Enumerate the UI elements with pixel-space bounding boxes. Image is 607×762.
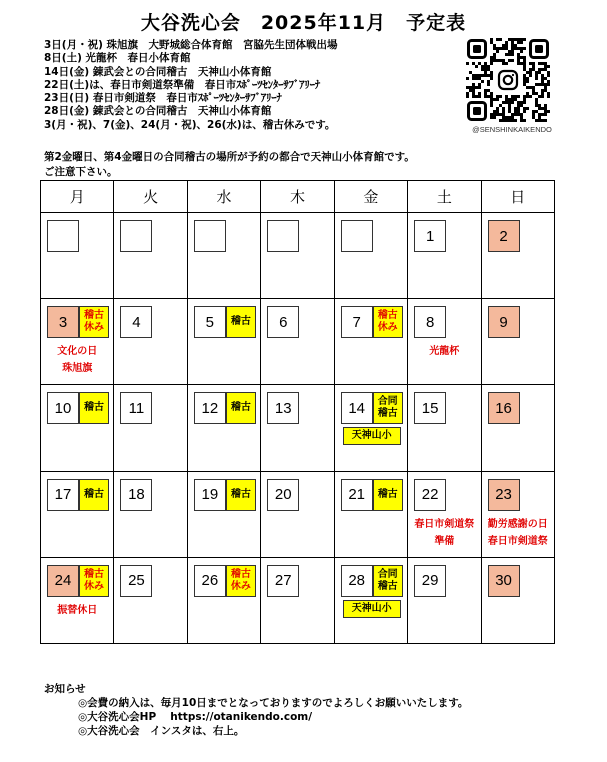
calendar-day-cell: [481, 299, 554, 385]
practice-badge: 稽古休み: [79, 306, 109, 338]
calendar-day-cell: [408, 385, 481, 471]
calendar-day-cell: [41, 299, 114, 385]
calendar-day-cell: [481, 213, 554, 299]
practice-badge: 合同稽古: [373, 392, 403, 424]
practice-badge: 稽古: [79, 479, 109, 511]
practice-badge: 稽古: [226, 479, 256, 511]
practice-badge: 稽古: [226, 306, 256, 338]
schedule-list: [44, 39, 474, 132]
calendar-day-cell: [408, 213, 481, 299]
schedule-item: 28日(金) 錬武会との合同稽古 天神山小体育館: [44, 105, 272, 118]
calendar-week-row: [41, 557, 555, 643]
calendar-grid: [40, 180, 555, 644]
calendar-day-cell: [114, 299, 187, 385]
day-number: [341, 220, 373, 252]
event-note: 勤労感謝の日 春日市剣道祭: [487, 518, 548, 547]
day-number: [47, 220, 79, 252]
calendar-day-cell: [481, 385, 554, 471]
calendar-day-cell: [114, 557, 187, 643]
calendar-day-cell: [481, 471, 554, 557]
day-number: [267, 220, 299, 252]
calendar-day-cell: [408, 299, 481, 385]
calendar-day-cell: [334, 299, 407, 385]
footer-line[interactable]: ◎大谷洗心会HP https://otanikendo.com/: [78, 711, 313, 723]
calendar-day-cell: [114, 213, 187, 299]
instagram-qr-code[interactable]: [466, 38, 550, 122]
calendar-week-row: [41, 213, 555, 299]
practice-badge: 稽古: [226, 392, 256, 424]
day-number: 26: [194, 565, 226, 597]
calendar-day-cell: [408, 557, 481, 643]
calendar-day-cell: [261, 385, 334, 471]
day-number: 1: [414, 220, 446, 252]
weekday-header: 日: [481, 181, 554, 213]
day-number: 25: [120, 565, 152, 597]
weekday-header: 土: [408, 181, 481, 213]
schedule-item: 14日(金) 錬武会との合同稽古 天神山小体育館: [44, 65, 272, 78]
day-number: 18: [120, 479, 152, 511]
calendar-day-cell: [41, 557, 114, 643]
day-number: 16: [488, 392, 520, 424]
day-number: 19: [194, 479, 226, 511]
day-number: 27: [267, 565, 299, 597]
footer-line: ◎会費の納入は、毎月10日までとなっておりますのでよろしくお願いいたします。: [78, 697, 469, 709]
day-number: 12: [194, 392, 226, 424]
day-number: 15: [414, 392, 446, 424]
day-number: 3: [47, 306, 79, 338]
calendar-day-cell: [334, 213, 407, 299]
day-number: 10: [47, 392, 79, 424]
day-number: 9: [488, 306, 520, 338]
calendar-day-cell: [41, 213, 114, 299]
practice-badge: 稽古: [373, 479, 403, 511]
calendar-week-row: [41, 385, 555, 471]
weekday-header: 金: [334, 181, 407, 213]
practice-badge: 合同稽古: [373, 565, 403, 597]
schedule-item: 22日(土)は、春日市剣道祭準備 春日市ｽﾎﾟｰﾂｾﾝﾀｰｻﾌﾞｱﾘｰﾅ: [44, 78, 321, 91]
calendar-day-cell: [187, 557, 260, 643]
calendar-week-row: [41, 299, 555, 385]
practice-badge: 稽古休み: [226, 565, 256, 597]
footer-title: お知らせ: [44, 683, 86, 695]
day-number: 5: [194, 306, 226, 338]
calendar-day-cell: [261, 557, 334, 643]
footer-line: ◎大谷洗心会 インスタは、右上。: [78, 725, 245, 737]
notice-line: 第2金曜日、第4金曜日の合同稽古の場所が予約の都合で天神山小体育館です。: [44, 151, 415, 163]
schedule-item: 3日(月・祝) 珠旭旗 大野城総合体育館 宮脇先生団体戦出場: [44, 39, 338, 51]
calendar-day-cell: [261, 471, 334, 557]
day-number: 11: [120, 392, 152, 424]
day-number: 7: [341, 306, 373, 338]
calendar-day-cell: [41, 385, 114, 471]
calendar-day-cell: [187, 213, 260, 299]
footer-notices: [44, 682, 468, 738]
day-number: [194, 220, 226, 252]
page-title: 大谷洗心会 2025年11月 予定表: [140, 12, 467, 34]
calendar-day-cell: [334, 385, 407, 471]
day-number: 4: [120, 306, 152, 338]
day-number: [120, 220, 152, 252]
calendar-day-cell: [481, 557, 554, 643]
day-number: 14: [341, 392, 373, 424]
schedule-item: 3(月・祝)、7(金)、24(月・祝)、26(水)は、稽古休みです。: [44, 118, 336, 131]
calendar-day-cell: [261, 213, 334, 299]
calendar-day-cell: [187, 299, 260, 385]
day-number: 23: [488, 479, 520, 511]
event-note: 光龍杯: [429, 346, 460, 358]
venue-badge: 天神山小: [343, 427, 401, 445]
calendar-day-cell: [408, 471, 481, 557]
calendar-day-cell: [114, 385, 187, 471]
instagram-handle: @SENSHINKAIKENDO: [472, 125, 552, 134]
calendar-day-cell: [41, 471, 114, 557]
event-note: 文化の日 珠旭旗: [57, 346, 98, 375]
calendar-day-cell: [187, 385, 260, 471]
day-number: 2: [488, 220, 520, 252]
practice-badge: 稽古休み: [79, 565, 109, 597]
day-number: 30: [488, 565, 520, 597]
day-number: 8: [414, 306, 446, 338]
calendar-day-cell: [187, 471, 260, 557]
weekday-header: 月: [41, 181, 114, 213]
schedule-item: 23日(日) 春日市剣道祭 春日市ｽﾎﾟｰﾂｾﾝﾀｰｻﾌﾞｱﾘｰﾅ: [44, 92, 282, 105]
weekday-header: 水: [187, 181, 260, 213]
calendar-day-cell: [261, 299, 334, 385]
schedule-item: 8日(土) 光龍杯 春日小体育館: [44, 52, 191, 65]
day-number: 28: [341, 565, 373, 597]
day-number: 6: [267, 306, 299, 338]
day-number: 20: [267, 479, 299, 511]
weekday-header: 火: [114, 181, 187, 213]
event-note: 春日市剣道祭 準備: [414, 518, 475, 547]
practice-badge: 稽古: [79, 392, 109, 424]
notice-line: ご注意下さい。: [44, 166, 118, 178]
day-number: 13: [267, 392, 299, 424]
day-number: 29: [414, 565, 446, 597]
calendar-week-row: [41, 471, 555, 557]
day-number: 22: [414, 479, 446, 511]
venue-badge: 天神山小: [343, 600, 401, 618]
event-note: 振替休日: [57, 604, 98, 616]
practice-badge: 稽古休み: [373, 306, 403, 338]
day-number: 21: [341, 479, 373, 511]
weekday-header-row: [41, 181, 555, 213]
day-number: 17: [47, 479, 79, 511]
day-number: 24: [47, 565, 79, 597]
weekday-header: 木: [261, 181, 334, 213]
calendar-day-cell: [334, 557, 407, 643]
calendar-day-cell: [114, 471, 187, 557]
calendar-day-cell: [334, 471, 407, 557]
